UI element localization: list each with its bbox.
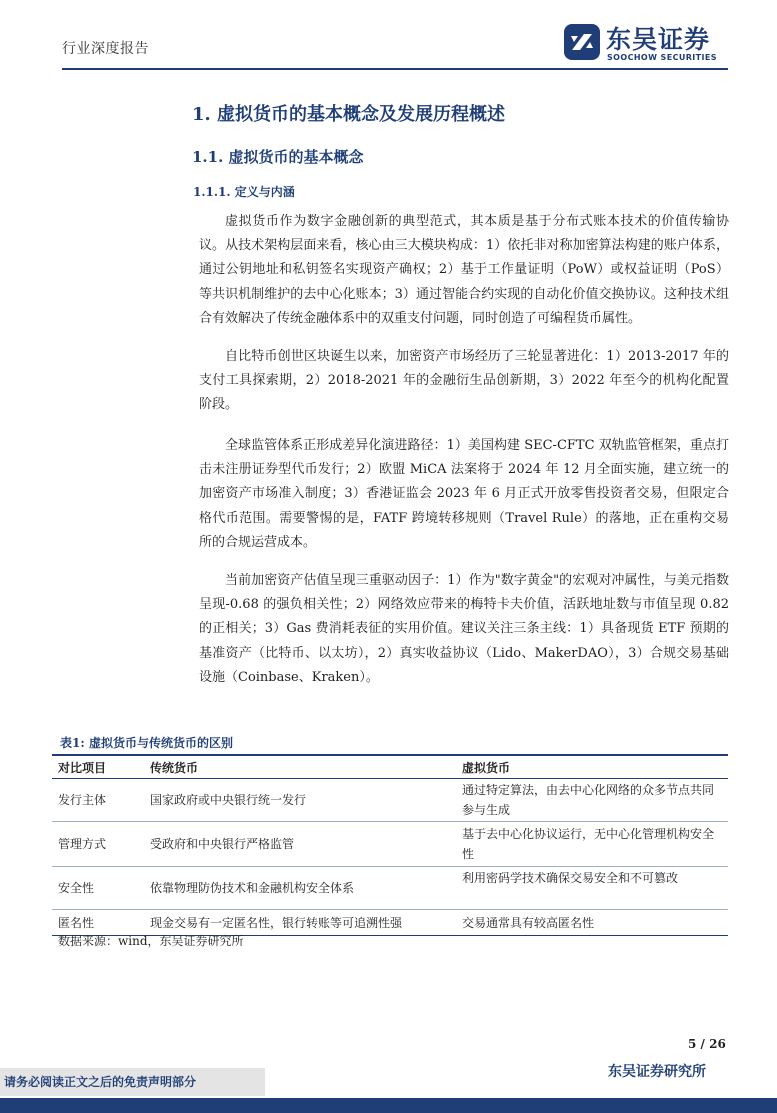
institute-name: 东吴证券研究所 [608,1064,706,1080]
section-heading-1: 1. 虚拟货币的基本概念及发展历程概述 [192,104,506,125]
table-row [52,867,728,910]
table-cell: 国家政府或中央银行统一发行 [144,779,456,822]
disclaimer-link[interactable]: 请务必阅读正文之后的免责声明部分 [0,1068,265,1096]
table-header-cell: 传统货币 [144,755,456,779]
table-cell: 管理方式 [52,822,144,867]
table-cell: 通过特定算法，由去中心化网络的众多节点共同参与生成 [456,779,728,822]
table-row [52,822,728,867]
table-cell: 依靠物理防伪技术和金融机构安全体系 [144,867,456,910]
table-cell: 基于去中心化协议运行，无中心化管理机构安全性 [456,822,728,867]
company-logo [562,20,742,64]
table-cell: 现金交易有一定匿名性，银行转账等可追溯性强 [144,910,456,936]
body-paragraph: 全球监管体系正形成差异化演进路径：1）美国构建 SEC-CFTC 双轨监管框架，重点打击未注册证券型代币发行；2）欧盟 MiCA 法案将于 2024 年 12 月全面实施，建立统一的加密资产市场准入制度；3）香港证监会 2023 年 6 月正式开放零售投资者交易，但限定合格代币范围。需要警惕的是，FATF 跨境转移规则（Travel Rule）的落地，正在重构交易所的合规运营成本。 [199,438,729,550]
table-source-note: 数据来源：wind，东吴证券研究所 [58,934,244,948]
section-heading-2: 1.1. 虚拟货币的基本概念 [192,148,364,166]
report-category: 行业深度报告 [62,41,149,57]
logo-mark-icon [562,22,602,62]
table-cell: 匿名性 [52,910,144,936]
table-cell: 安全性 [52,867,144,910]
logo-text-cn: 东吴证券 [606,25,711,54]
section-heading-3: 1.1.1. 定义与内涵 [193,185,295,199]
body-paragraph: 当前加密资产估值呈现三重驱动因子：1）作为"数字黄金"的宏观对冲属性，与美元指数呈现-0.68 的强负相关性；2）网络效应带来的梅特卡夫价值，活跃地址数与市值呈现 0.82 的正相关；3）Gas 费消耗表征的实用价值。建议关注三条主线：1）具备现货 ETF 预期的基准资产（比特币、以太坊），2）真实收益协议（Lido、MakerDAO），3）合规交易基础设施（Coinbase、Kraken）。 [199,573,729,685]
body-paragraph: 虚拟货币作为数字金融创新的典型范式，其本质是基于分布式账本技术的价值传输协议。从技术架构层面来看，核心由三大模块构成：1）依托非对称加密算法构建的账户体系，通过公钥地址和私钥签名实现资产确权；2）基于工作量证明（PoW）或权益证明（PoS）等共识机制维护的去中心化账本；3）通过智能合约实现的自动化价值交换协议。这种技术组合有效解决了传统金融体系中的双重支付问题，同时创造了可编程货币属性。 [199,214,729,326]
table-header-cell: 虚拟货币 [456,755,728,779]
logo-text-en: SOOCHOW SECURITIES [607,53,717,62]
table-cell: 发行主体 [52,779,144,822]
table-cell: 受政府和中央银行严格监管 [144,822,456,867]
table-cell: 利用密码学技术确保交易安全和不可篡改 [456,867,728,910]
footer-bar [0,1098,777,1113]
table-cell: 交易通常具有较高匿名性 [456,910,728,936]
comparison-table [52,754,728,936]
table-row [52,779,728,822]
table-header-row [52,755,728,779]
table-header-cell: 对比项目 [52,755,144,779]
table-title: 表1: 虚拟货币与传统货币的区别 [60,736,233,750]
page-number: 5 / 26 [688,1037,726,1051]
header-divider [62,68,728,70]
body-paragraph: 自比特币创世区块诞生以来，加密资产市场经历了三轮显著进化：1）2013-2017 年的支付工具探索期，2）2018-2021 年的金融衍生品创新期，3）2022 年至今的机构化配置阶段。 [199,349,729,413]
